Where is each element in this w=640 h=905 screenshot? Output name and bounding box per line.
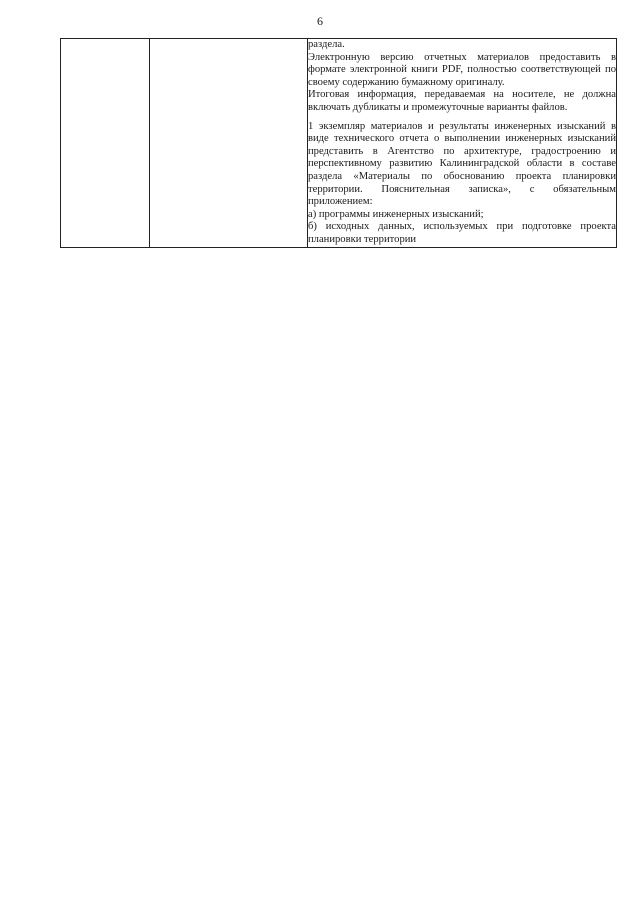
table-cell-requirements [308, 39, 617, 248]
table-cell-empty-2 [150, 39, 308, 248]
paragraph-materials-copy: 1 экземпляр материалов и результаты инженерных изысканий в виде технического отчета о выполнении инженерных изысканий представить в Агентство по архитектуре, градостроению и перспективному развитию Калининградской области в составе раздела «Материалы по обоснованию проекта планировки территории. Пояснительная записка», с обязательным приложением: [308, 120, 616, 208]
list-item-source-data: б) исходных данных, используемых при подготовке проекта планировки территории [308, 221, 616, 245]
list-item-programs: а) программы инженерных изысканий; [308, 208, 484, 220]
table-row [61, 39, 617, 248]
requirements-table [60, 38, 617, 248]
page-number: 6 [317, 14, 323, 28]
paragraph-final-information: Итоговая информация, передаваемая на носителе, не должна включать дубликаты и промежуточные варианты файлов. [308, 89, 616, 113]
table-cell-empty-1 [61, 39, 150, 248]
paragraph-electronic-version: Электронную версию отчетных материалов предоставить в формате электронной книги PDF, полностью соответствующей по своему содержанию бумажному оригиналу. [308, 51, 616, 88]
paragraph-section-end: раздела. [308, 39, 345, 50]
